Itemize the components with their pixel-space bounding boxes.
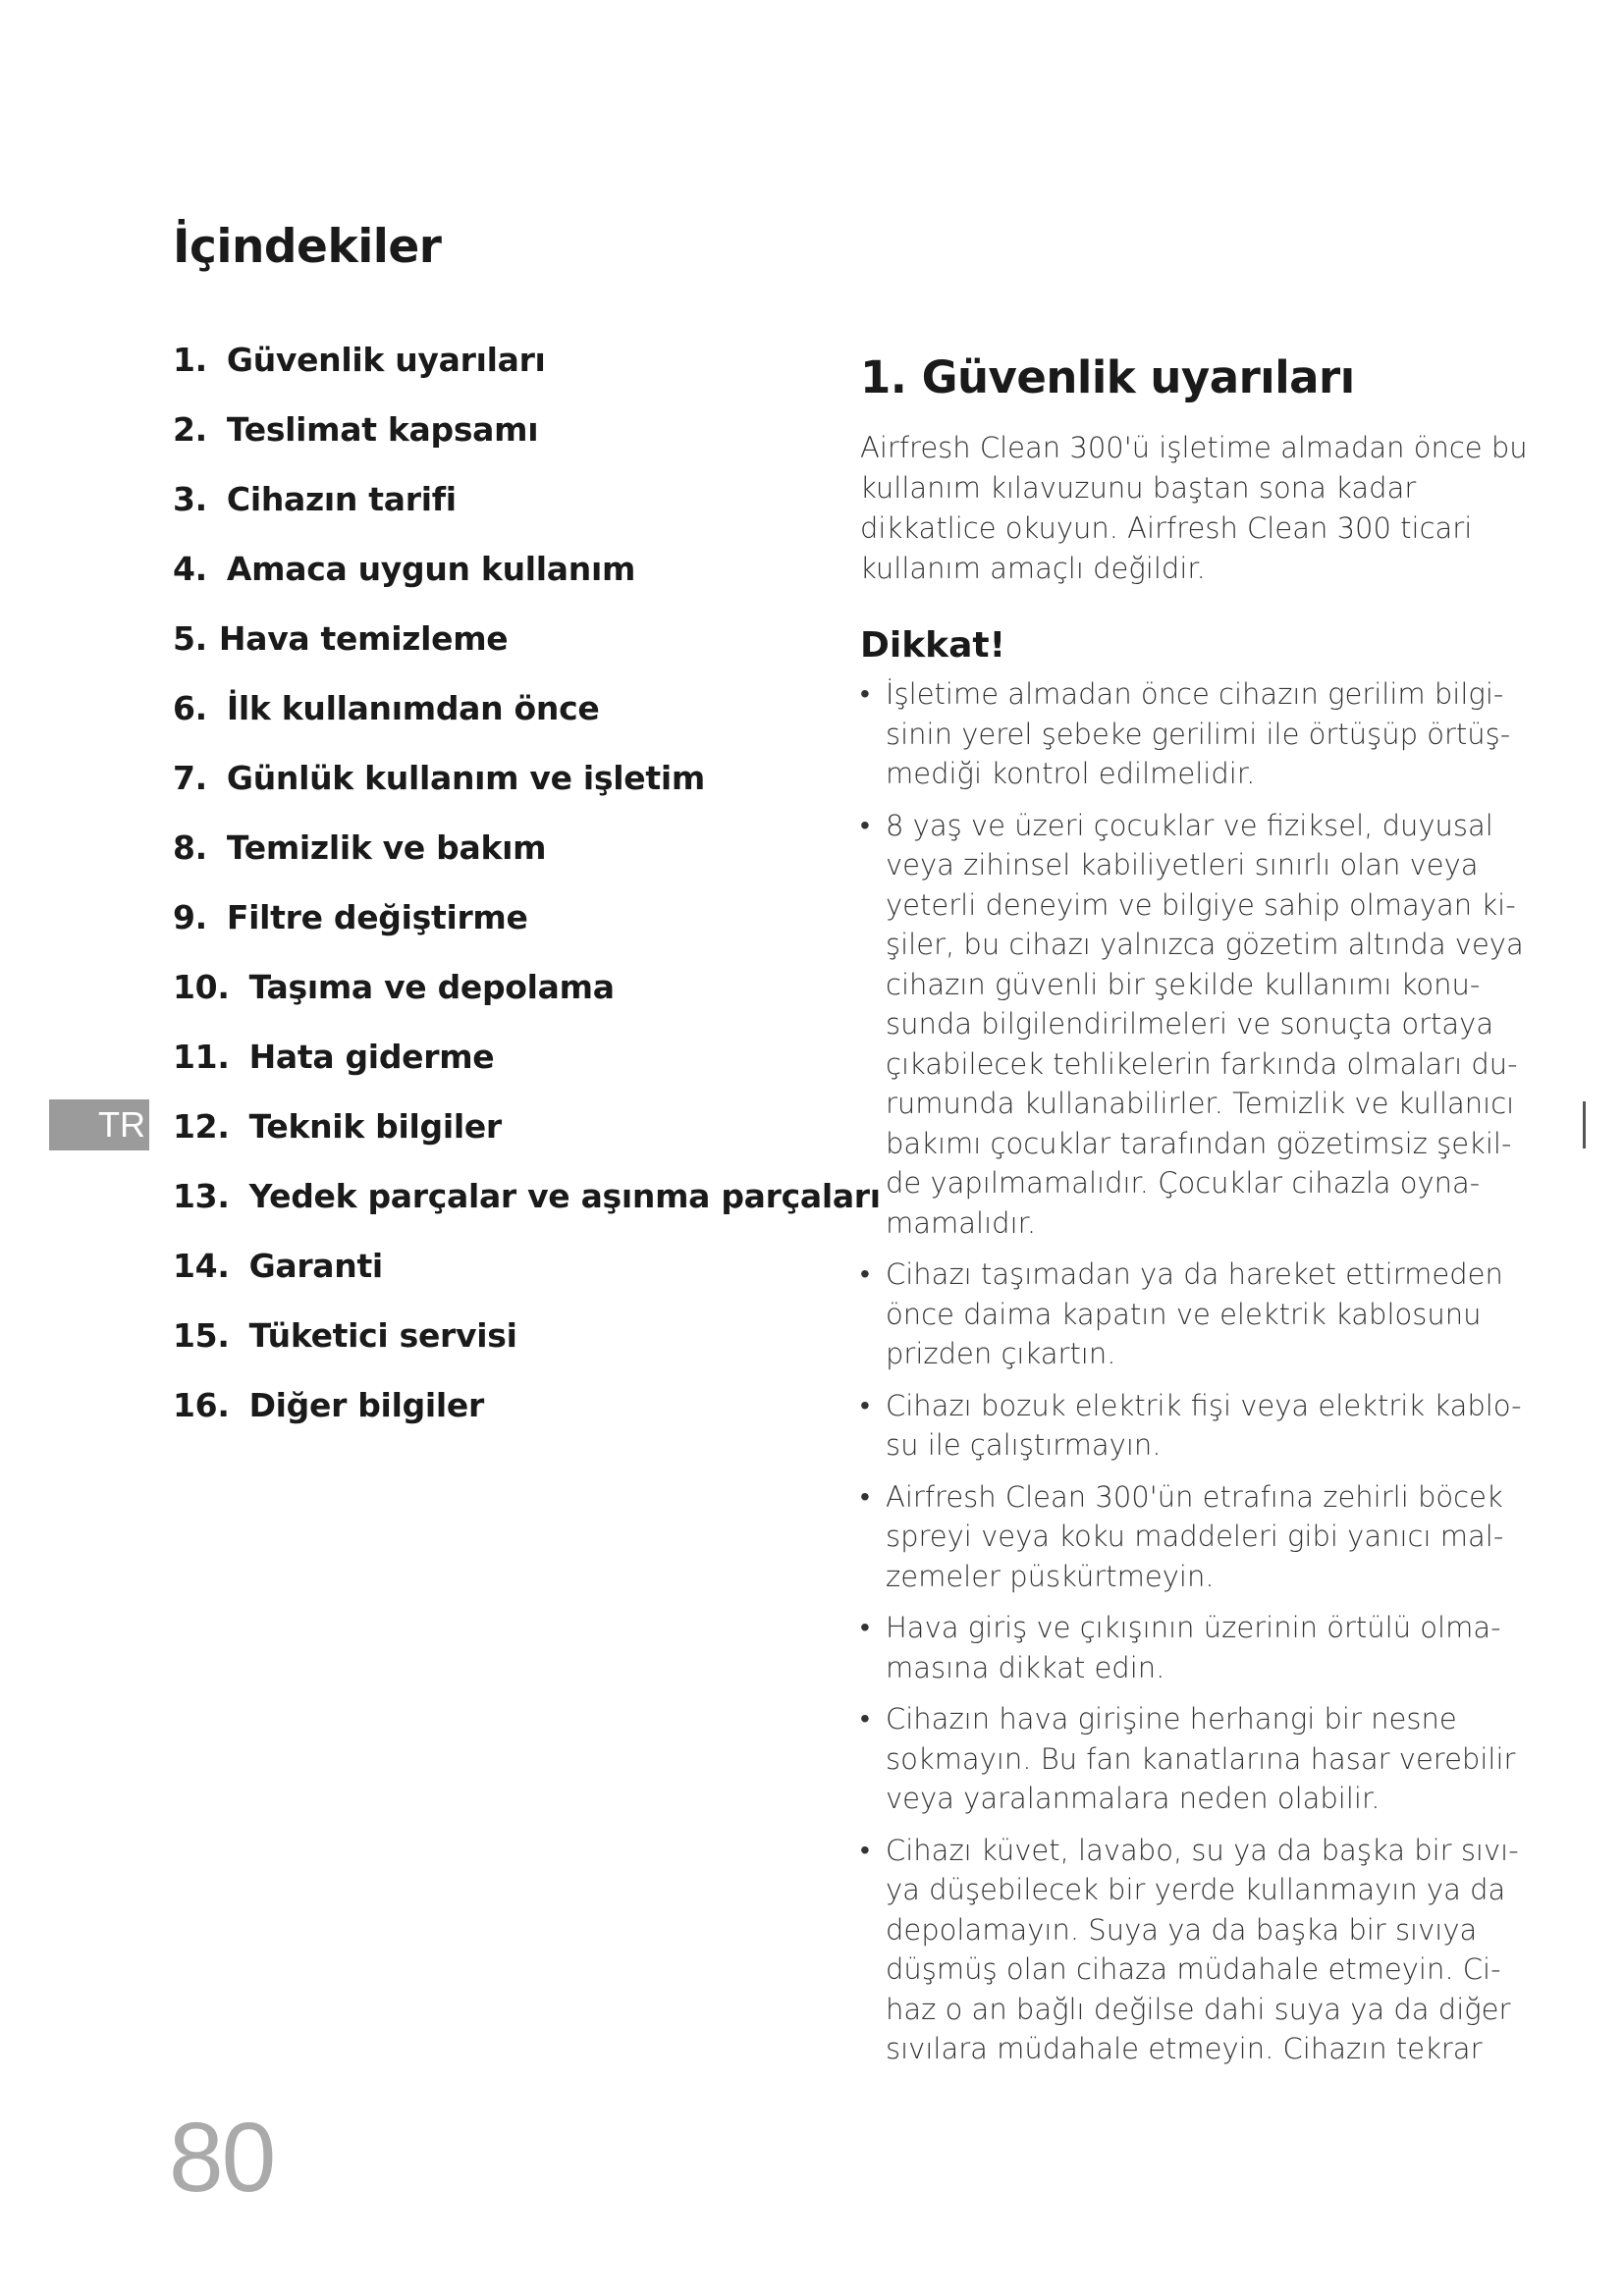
toc-item-label: Filtre değiştirme <box>226 898 528 936</box>
toc-item-label: Garanti <box>248 1247 383 1285</box>
toc-item-label: Teslimat kapsamı <box>226 410 539 449</box>
page-number: 80 <box>169 2103 275 2213</box>
list-item <box>860 1386 1528 1466</box>
toc-item-number: 13. <box>173 1177 230 1215</box>
bullet-icon: • <box>860 808 870 841</box>
toc-item <box>173 759 881 831</box>
toc-item-label: Güvenlik uyarıları <box>226 341 546 379</box>
margin-marker <box>1583 1101 1586 1148</box>
list-item-text: 8 yaş ve üzeri çocuklar ve fiziksel, duyusal veya zihinsel kabiliyetleri sınırlı olan veya yeterli deneyim ve bilgiye sahip olmayan ki-şiler, bu cihazı yalnızca gözetim altında veya cihazın güvenli bir şekilde kullanımı konu-sunda bilgilendirilmeleri ve sonuçta ortaya çıkabilecek tehlikelerin farkında olmaları du-rumunda kullanabilirler. Temizlik ve kullanıcı bakımı çocuklar tarafından gözetimsiz şekil-de yapılmamalıdır. Çocuklar cihazla oyna-mamalıdır. <box>886 808 1524 1240</box>
toc-item-label: Tüketici servisi <box>248 1316 517 1355</box>
toc-item-number: 6. <box>173 689 207 727</box>
bullet-icon: • <box>860 1833 870 1866</box>
list-item <box>860 1831 1528 2069</box>
list-item <box>860 674 1528 794</box>
list-item <box>860 1699 1528 1819</box>
toc-item-label: Hata giderme <box>248 1038 495 1076</box>
toc-item-label: Yedek parçalar ve aşınma parçaları <box>248 1177 881 1215</box>
toc-item-label: Taşıma ve depolama <box>248 968 615 1006</box>
section-title: 1. Güvenlik uyarıları <box>860 351 1355 403</box>
safety-section <box>860 351 1528 2081</box>
toc-item-label: Temizlik ve bakım <box>226 828 547 867</box>
toc-item-number: 10. <box>173 968 230 1006</box>
toc-item <box>173 1247 881 1319</box>
toc-item-number: 7. <box>173 759 207 797</box>
toc-item <box>173 341 881 413</box>
toc-item-number: 11. <box>173 1038 230 1076</box>
toc-item-label: Cihazın tarifi <box>226 480 457 518</box>
toc-item-label: Günlük kullanım ve işletim <box>226 759 705 797</box>
section-intro: Airfresh Clean 300'ü işletime almadan önce bu kullanım kılavuzunu baştan sona kadar dikkatlice okuyun. Airfresh Clean 300 ticari kullanım amaçlı değildir. <box>860 431 1528 585</box>
toc-item-number: 16. <box>173 1386 230 1424</box>
toc-item <box>173 828 881 901</box>
list-item-text: Cihazı bozuk elektrik fişi veya elektrik kablo-su ile çalıştırmayın. <box>886 1388 1522 1463</box>
toc-item <box>173 410 881 483</box>
toc-item-number: 8. <box>173 828 207 867</box>
toc-item-number: 15. <box>173 1316 230 1355</box>
toc-item-label: Diğer bilgiler <box>248 1386 484 1424</box>
list-item-text: Airfresh Clean 300'ün etrafına zehirli böcek spreyi veya koku maddeleri gibi yanıcı mal-zemeler püskürtmeyin. <box>886 1479 1504 1593</box>
toc-item-number: 12. <box>173 1107 230 1146</box>
toc-item <box>173 619 881 692</box>
list-item <box>860 806 1528 1244</box>
bullet-icon: • <box>860 1702 870 1735</box>
toc-item <box>173 1316 881 1389</box>
list-item-text: Hava giriş ve çıkışının üzerinin örtülü olma-masına dikkat edin. <box>886 1611 1501 1684</box>
warning-list <box>860 674 1528 2069</box>
toc-item <box>173 968 881 1041</box>
toc-item-number: 1. <box>173 341 207 379</box>
toc-item-number: 2. <box>173 410 207 449</box>
toc-item-number: 4. <box>173 550 207 588</box>
bullet-icon: • <box>860 1611 870 1644</box>
toc-item-label: Teknik bilgiler <box>248 1107 502 1146</box>
toc-title: İçindekiler <box>173 220 442 274</box>
list-item-text: İşletime almadan önce cihazın gerilim bilgi-sinin yerel şebeke gerilimi ile örtüşüp örtüş-mediği kontrol edilmelidir. <box>886 677 1511 791</box>
toc-item <box>173 1177 881 1250</box>
toc-item <box>173 480 881 553</box>
toc-item-number: 14. <box>173 1247 230 1285</box>
toc-item-label: İlk kullanımdan önce <box>226 689 600 727</box>
list-item <box>860 1608 1528 1687</box>
list-item-text: Cihazı taşımadan ya da hareket ettirmeden önce daima kapatın ve elektrik kablosunu prizden çıkartın. <box>886 1257 1503 1371</box>
list-item-text: Cihazın hava girişine herhangi bir nesne sokmayın. Bu fan kanatlarına hasar verebilir veya yaralanmalara neden olabilir. <box>886 1702 1516 1816</box>
language-tab <box>49 1099 149 1150</box>
toc-item-number: 9. <box>173 898 207 936</box>
list-item <box>860 1477 1528 1597</box>
warning-title: Dikkat! <box>860 625 1006 666</box>
toc-item <box>173 1386 881 1459</box>
toc-item-label: Amaca uygun kullanım <box>226 550 636 588</box>
list-item <box>860 1255 1528 1374</box>
toc-item <box>173 1038 881 1110</box>
toc-item-number: 3. <box>173 480 207 518</box>
toc-item <box>173 898 881 971</box>
bullet-icon: • <box>860 1257 870 1291</box>
language-tab-label: TR <box>98 1104 145 1145</box>
bullet-icon: • <box>860 1479 870 1513</box>
list-item-text: Cihazı küvet, lavabo, su ya da başka bir sıvı-ya düşebilecek bir yerde kullanmayın ya da depolamayın. Suya ya da başka bir sıvıya düşmüş olan cihaza müdahale etmeyin. Ci-haz o an bağlı değilse dahi suya ya da diğer sıvılara müdahale etmeyin. Cihazın tekrar <box>886 1833 1519 2066</box>
bullet-icon: • <box>860 1388 870 1421</box>
toc-item-number: 5. <box>173 619 207 658</box>
toc-item-label: Hava temizleme <box>218 619 509 658</box>
toc-item <box>173 689 881 762</box>
bullet-icon: • <box>860 677 870 711</box>
toc-item <box>173 1107 881 1180</box>
toc-item <box>173 550 881 622</box>
toc-list <box>173 341 881 1459</box>
